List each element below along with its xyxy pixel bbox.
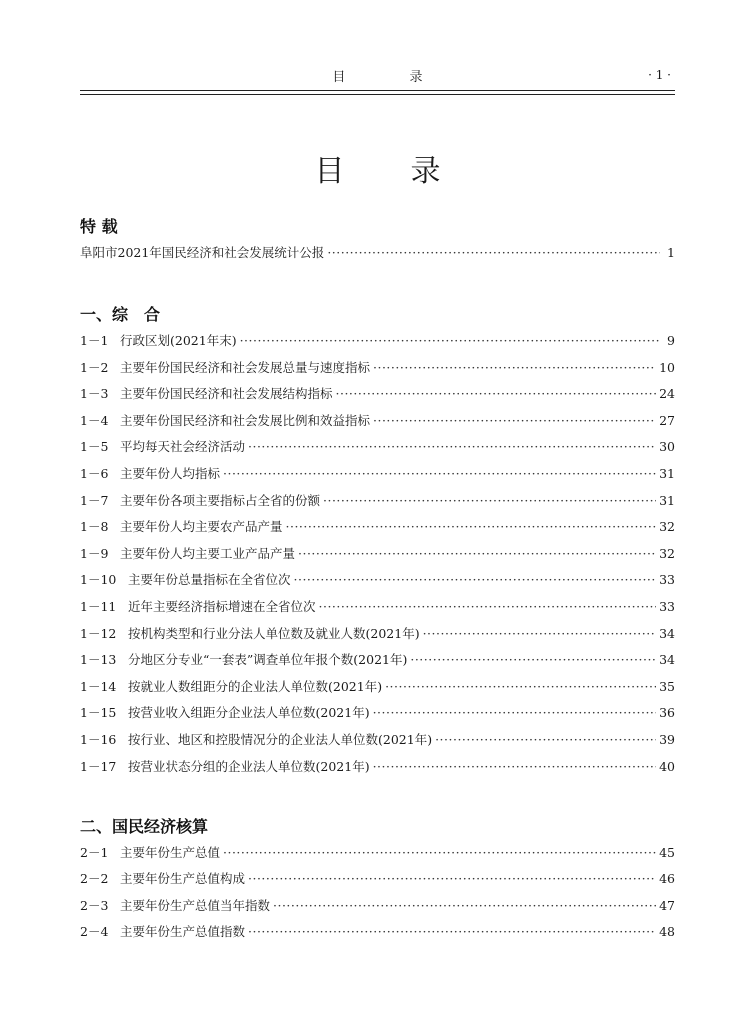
toc-entry-text: 主要年份人均主要工业产品产量 <box>120 545 296 561</box>
toc-entry-text: 近年主要经济指标增速在全省位次 <box>128 599 316 614</box>
leader-dots <box>373 759 657 774</box>
toc-entry[interactable] <box>80 896 675 916</box>
toc-entry-page: 33 <box>659 572 675 588</box>
toc-entry-text: 主要年份生产总值 <box>120 845 221 860</box>
toc-entry-page: 34 <box>659 625 675 641</box>
toc-entry-text: 按营业收入组距分企业法人单位数(2021年) <box>128 705 370 721</box>
toc-entry[interactable] <box>80 411 675 431</box>
toc-entry-text: 主要年份人均指标 <box>120 466 221 481</box>
toc-entry-number: 2－2 <box>80 871 109 887</box>
leader-dots <box>373 705 657 720</box>
toc-entry-number: 2－4 <box>80 923 109 939</box>
toc-entry-text: 主要年份国民经济和社会发展比例和效益指标 <box>120 412 371 428</box>
leader-dots <box>373 413 656 428</box>
toc-entry-number: 1－11 <box>80 599 117 614</box>
toc-entry[interactable] <box>80 730 675 750</box>
leader-dots <box>223 466 656 481</box>
toc-entry[interactable] <box>80 384 675 404</box>
toc-entry[interactable] <box>80 491 675 511</box>
toc-entry[interactable] <box>80 703 675 723</box>
toc-entry-page: 36 <box>659 705 675 721</box>
toc-entry-text: 主要年份国民经济和社会发展总量与速度指标 <box>120 359 371 375</box>
toc-entry-number: 2－3 <box>80 897 109 913</box>
toc-entry-number: 1－7 <box>80 492 109 508</box>
toc-entry-page: 47 <box>659 897 675 913</box>
toc-entry-number: 1－16 <box>80 732 117 747</box>
toc-entry[interactable] <box>80 843 675 863</box>
toc-entry-number: 1－10 <box>80 572 117 588</box>
toc-entry-page: 39 <box>659 732 675 747</box>
toc-entry-page: 31 <box>659 466 675 481</box>
toc-entry[interactable] <box>80 570 675 590</box>
toc-entry-page: 27 <box>659 412 675 428</box>
leader-dots <box>319 599 657 614</box>
toc-entry-number: 1－9 <box>80 545 109 561</box>
toc-entry[interactable] <box>80 358 675 378</box>
toc-entry-page: 35 <box>659 678 675 694</box>
toc-entry-page: 45 <box>659 845 675 860</box>
header-rule-thin <box>80 94 675 95</box>
toc-entry-number: 1－2 <box>80 359 109 375</box>
toc-entry[interactable] <box>80 757 675 777</box>
toc-entry-text: 分地区分专业“一套表”调查单位年报个数(2021年) <box>128 652 408 668</box>
leader-dots <box>248 871 656 886</box>
toc-entry[interactable] <box>80 437 675 457</box>
toc-entry-text: 按机构类型和行业分法人单位数及就业人数(2021年) <box>128 625 420 641</box>
toc-entry-page: 46 <box>659 871 675 887</box>
leader-dots <box>240 333 660 348</box>
toc-entry[interactable] <box>80 243 675 263</box>
toc-entry-page: 34 <box>659 652 675 668</box>
toc-entry[interactable] <box>80 544 675 564</box>
toc-entry-page: 10 <box>659 359 675 375</box>
toc-entry-page: 1 <box>667 245 675 260</box>
leader-dots <box>385 679 656 694</box>
page-title: 目录 <box>314 154 507 189</box>
toc-entry-page: 40 <box>659 758 675 774</box>
toc-entry-page: 31 <box>659 492 675 508</box>
toc-entry-page: 32 <box>659 519 675 535</box>
toc-entry-text: 主要年份生产总值指数 <box>120 923 246 939</box>
toc-entry-number: 1－3 <box>80 386 109 402</box>
toc-entry-text: 主要年份国民经济和社会发展结构指标 <box>120 386 333 402</box>
leader-dots <box>294 572 657 587</box>
toc-entry-page: 30 <box>659 439 675 455</box>
toc-entry-text: 行政区划(2021年末) <box>120 333 237 348</box>
leader-dots <box>327 245 660 260</box>
section-heading-special: 特 载 <box>80 217 118 236</box>
toc-entry[interactable] <box>80 464 675 484</box>
toc-entry-number: 1－13 <box>80 652 117 668</box>
leader-dots <box>248 924 656 939</box>
leader-dots <box>435 732 656 747</box>
toc-entry-text: 按营业状态分组的企业法人单位数(2021年) <box>128 758 370 774</box>
toc-entry-number: 2－1 <box>80 845 109 860</box>
running-page-number: · 1 · <box>648 68 671 82</box>
section-heading-2: 二、国民经济核算 <box>80 817 209 836</box>
toc-entry-page: 33 <box>659 599 675 614</box>
header-rule-thick <box>80 90 675 91</box>
toc-entry-number: 1－1 <box>80 333 109 348</box>
toc-entry-number: 1－5 <box>80 439 109 455</box>
toc-entry-text: 主要年份生产总值当年指数 <box>120 897 271 913</box>
toc-entry[interactable] <box>80 650 675 670</box>
toc-entry[interactable] <box>80 331 675 351</box>
toc-entry-text: 主要年份总量指标在全省位次 <box>128 572 291 588</box>
toc-entry-page: 32 <box>659 545 675 561</box>
toc-entry[interactable] <box>80 624 675 644</box>
leader-dots <box>373 360 656 375</box>
toc-entry[interactable] <box>80 677 675 697</box>
toc-entry-number: 1－8 <box>80 519 109 535</box>
leader-dots <box>410 652 656 667</box>
running-title: 目 录 <box>332 70 453 85</box>
leader-dots <box>298 546 656 561</box>
toc-entry-number: 1－15 <box>80 705 117 721</box>
leader-dots <box>273 898 656 913</box>
toc-entry-text: 主要年份人均主要农产品产量 <box>120 519 283 535</box>
toc-entry-number: 1－4 <box>80 412 109 428</box>
toc-entry-text: 阜阳市2021年国民经济和社会发展统计公报 <box>80 245 325 260</box>
leader-dots <box>423 626 657 641</box>
toc-entry[interactable] <box>80 869 675 889</box>
toc-entry-page: 9 <box>667 333 675 348</box>
toc-entry[interactable] <box>80 517 675 537</box>
leader-dots <box>223 845 656 860</box>
section-heading-1: 一、综 合 <box>80 305 161 324</box>
leader-dots <box>248 439 656 454</box>
toc-entry-number: 1－6 <box>80 466 109 481</box>
toc-entry-number: 1－12 <box>80 625 117 641</box>
toc-entry[interactable] <box>80 922 675 942</box>
toc-entry-text: 按就业人数组距分的企业法人单位数(2021年) <box>128 678 383 694</box>
toc-entry-number: 1－14 <box>80 678 117 694</box>
toc-entry-text: 按行业、地区和控股情况分的企业法人单位数(2021年) <box>128 732 433 747</box>
leader-dots <box>323 493 656 508</box>
toc-entry-text: 主要年份各项主要指标占全省的份额 <box>120 492 321 508</box>
toc-entry-page: 24 <box>659 386 675 402</box>
toc-entry-page: 48 <box>659 923 675 939</box>
running-header <box>80 66 675 88</box>
leader-dots <box>336 386 657 401</box>
toc-entry-text: 平均每天社会经济活动 <box>120 439 246 455</box>
toc-entry[interactable] <box>80 597 675 617</box>
toc-entry-number: 1－17 <box>80 758 117 774</box>
toc-entry-text: 主要年份生产总值构成 <box>120 871 246 887</box>
leader-dots <box>286 519 657 534</box>
